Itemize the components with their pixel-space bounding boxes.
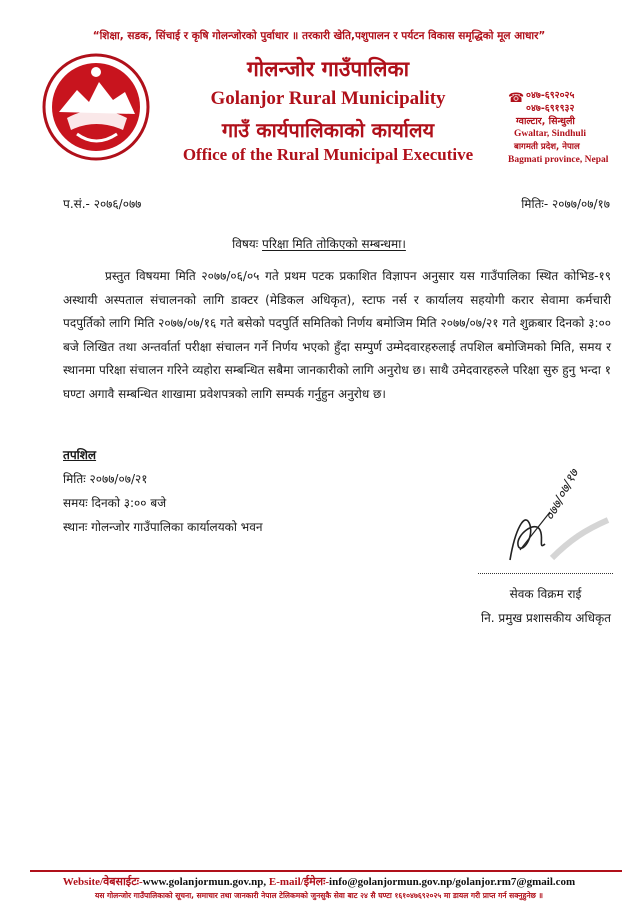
province-np: बागमती प्रदेश, नेपाल	[514, 142, 580, 152]
telephone-icon: ☎	[508, 91, 525, 106]
nepal-emblem-icon	[37, 52, 155, 162]
footer-divider	[30, 870, 622, 872]
signature-date: ०७७/०७/१७	[542, 466, 583, 524]
subject-label: विषयः	[232, 237, 259, 251]
footer-contact	[0, 874, 638, 889]
municipality-name-np: गोलन्जोर गाउँपालिका	[246, 56, 410, 81]
signatory-name: सेवक विक्रम राई	[509, 587, 582, 601]
municipality-name-en: Golanjor Rural Municipality	[210, 88, 446, 109]
phone-number: ०४७-६९१९३२	[526, 103, 575, 114]
office-name-en: Office of the Rural Municipal Executive	[182, 145, 474, 164]
province-en: Bagmati province, Nepal	[508, 155, 609, 165]
letter-date: मितिः- २०७७/०७/१७	[521, 197, 610, 211]
email-link[interactable]: info@golanjormun.gov.np/golanjor.rm7@gmail.com	[329, 876, 576, 888]
tapsil-place: स्थानः गोलन्जोर गाउँपालिका कार्यालयको भवन	[63, 520, 263, 534]
website-link[interactable]: www.golanjormun.gov.np,	[142, 876, 267, 888]
tapsil-date: मितिः २०७७/०७/२१	[63, 472, 148, 486]
subject-text: परिक्षा मिति तोकिएको सम्बन्धमा।	[262, 237, 406, 251]
reference-number: प.सं.- २०७६/०७७	[63, 197, 142, 211]
address-np: ग्वाल्टार, सिन्धुली	[516, 116, 575, 127]
phone-group	[508, 89, 633, 115]
signatory-title: नि. प्रमुख प्रशासकीय अधिकृत	[480, 611, 612, 625]
letter-body: प्रस्तुत विषयमा मिति २०७७/०६/०५ गते प्रथम पटक प्रकाशित विज्ञापन अनुसार यस गाउँपालिका स्थित कोभिड-१९ अस्थायी अस्पताल संचालनको लागि डाक्टर (मेडिकल अधिकृत), स्टाफ नर्स र कार्यालय सहयोगी करार सेवामा कर्मचारी पदपुर्तिको लागि मिति २०७७/०७/१६ गते बसेको पदपुर्ति समितिको निर्णय बमोजिम मिति २०७७/०७/२१ गते शुक्रबार दिनको ३:०० बजे लिखित तथा अन्तर्वार्ता परीक्षा संचालन गर्ने निर्णय भएको हुँदा सम्पुर्ण उम्मेदवारहरुलाई तपशिल बमोजिमको मिति, समय र स्थानमा परिक्षा संचालन गरिने व्यहोरा सम्बन्धित सबैमा जानकारीको लागि अनुरोध छ। साथै उमेदवारहरुले परिक्षा सुरु हुनु भन्दा १ घण्टा अगावै सम्बन्धित शाखामा प्रवेशपत्रको लागि सम्पर्क गर्नुहुन अनुरोध छ।	[63, 269, 611, 401]
tapsil-time: समयः दिनको ३:०० बजे	[63, 496, 167, 510]
subject-line	[0, 235, 638, 252]
signature-line	[478, 573, 613, 574]
email-label: E-mail/ईमेलः-	[268, 876, 330, 888]
tapsil-heading: तपशिल	[63, 448, 97, 462]
footer-notice: यस गोलन्जोर गाउँपालिकाको सूचना, समाचार तथा जानकारी नेपाल टेलिकमको जुनसुकै सेवा बाट २४ सै घण्टा १६१०४७६९२०२५ मा डायल गरी प्राप्त गर्न सक्नुहुनेछ ॥	[94, 891, 543, 900]
header-motto: “शिक्षा, सडक, सिंचाई र कृषि गोलन्जोरको पुर्वाधार ॥ तरकारी खेति,पशुपालन र पर्यटन विकास समृद्धिको मूल आधार”	[92, 30, 546, 42]
contact-block	[508, 89, 633, 167]
address-en: Gwaltar, Sindhuli	[514, 129, 586, 139]
website-label: Website/वेबसाईटः-	[62, 876, 143, 888]
phone-number: ०४७-६९२०२५	[526, 90, 575, 101]
office-name-np: गाउँ कार्यपालिकाको कार्यालय	[221, 118, 435, 142]
